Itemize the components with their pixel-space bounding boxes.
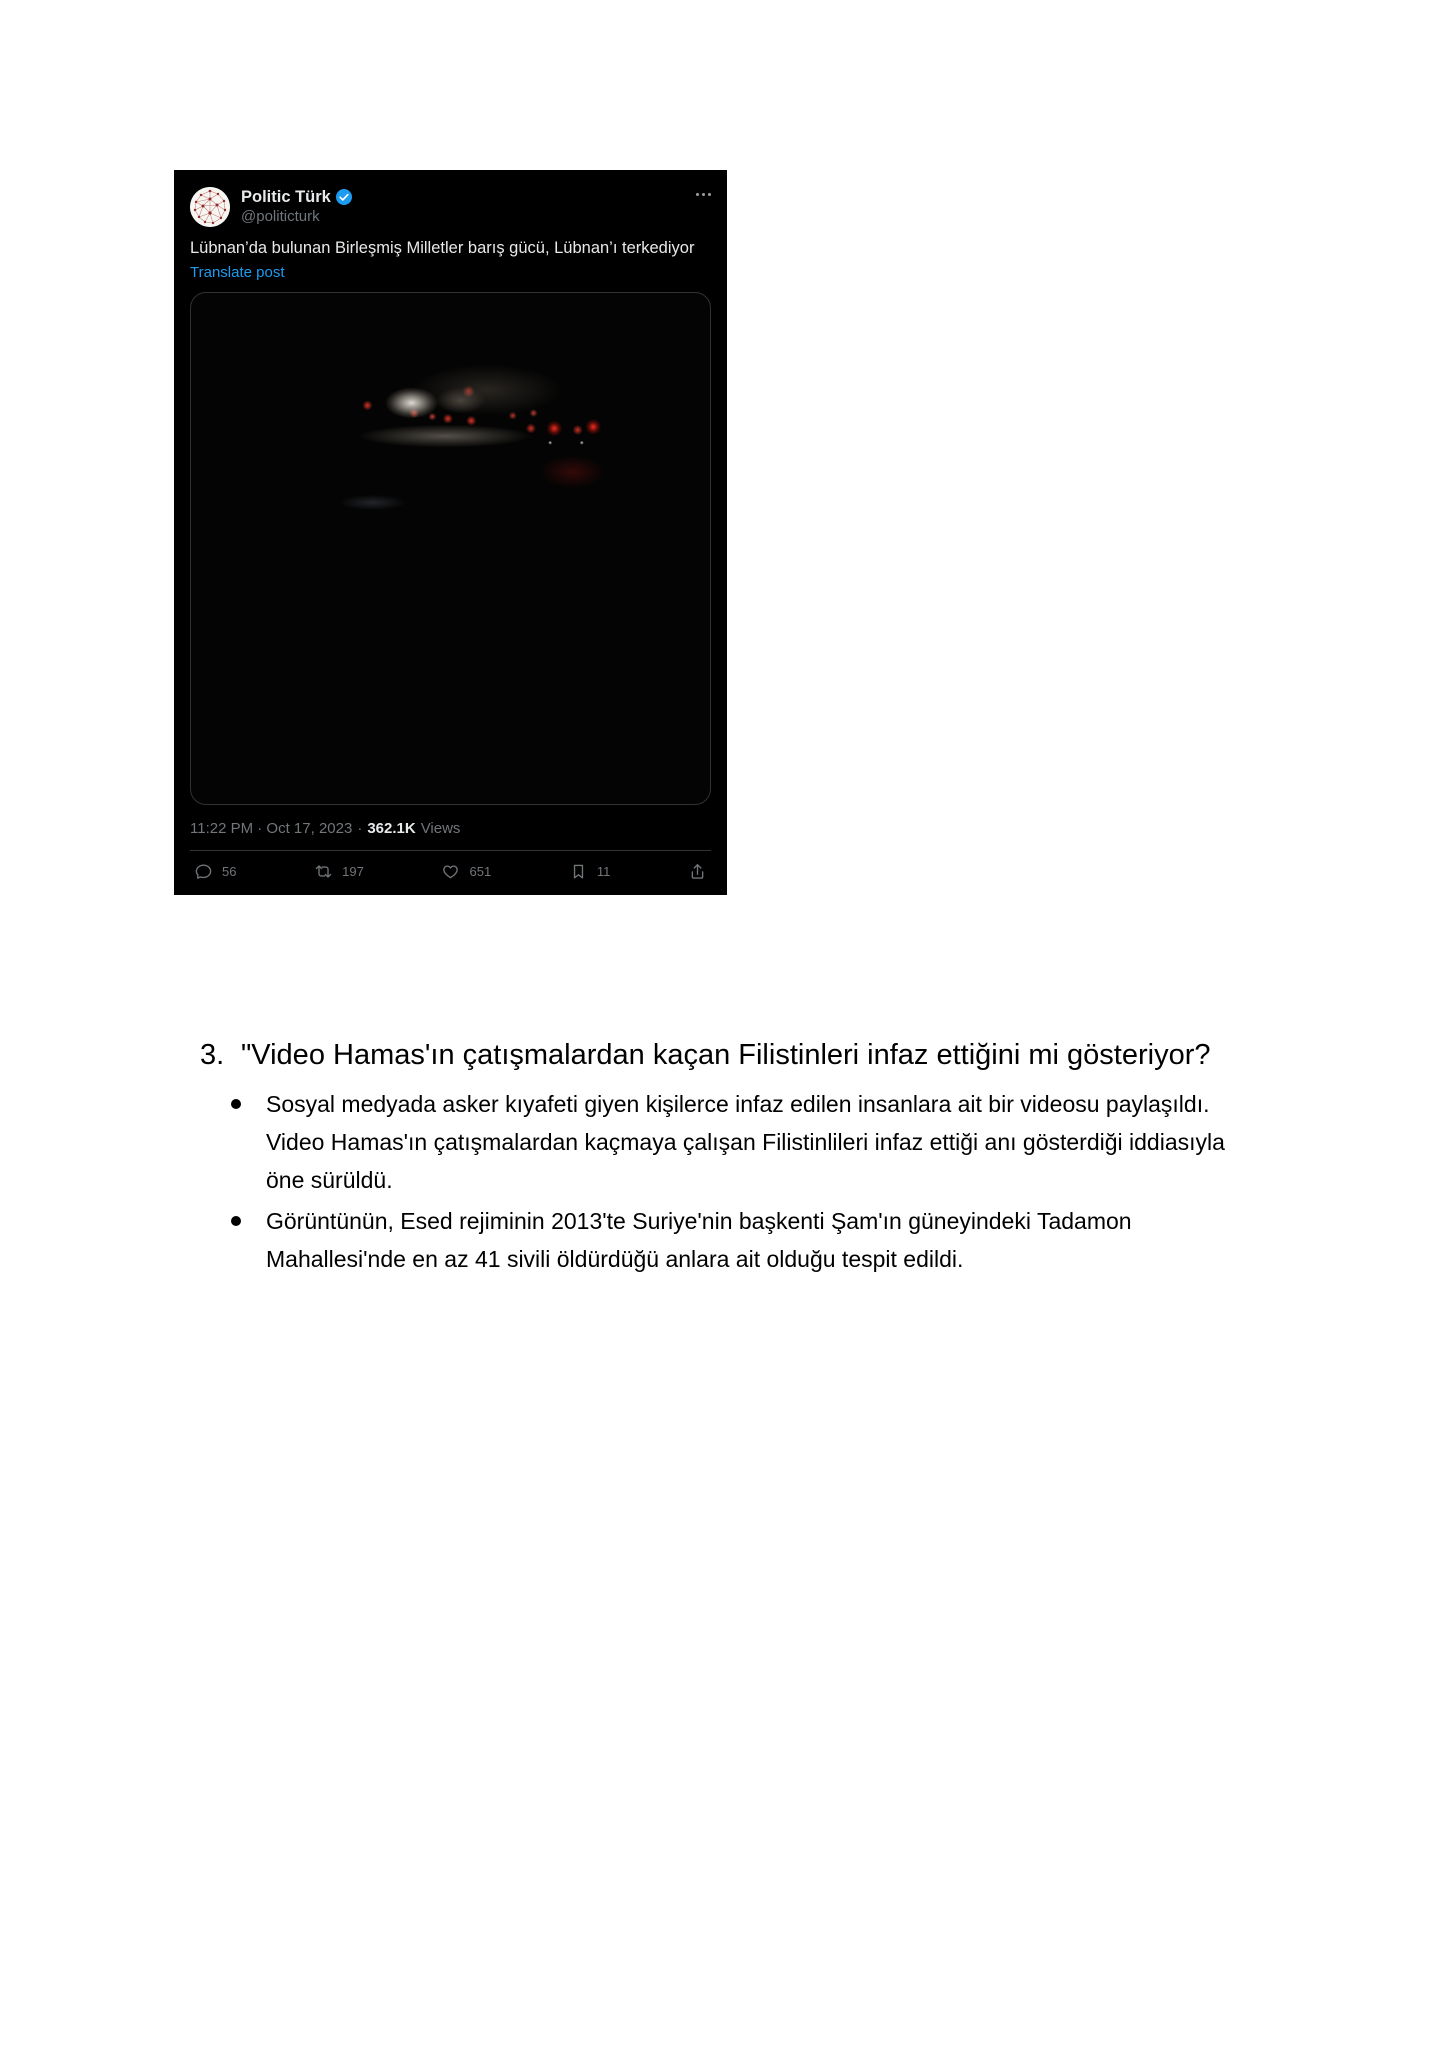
bookmark-button[interactable]: [569, 862, 611, 881]
author-block: [241, 187, 353, 226]
bullet-item: Görüntünün, Esed rejiminin 2013'te Suriye'nin başkenti Şam'ın güneyindeki Tadamon Mahallesi'nde en az 41 sivili öldürdüğü anlara ait olduğu tespit edildi.: [200, 1202, 1245, 1278]
like-button[interactable]: [441, 862, 491, 881]
more-button[interactable]: [696, 187, 711, 196]
list-number: 3.: [200, 1039, 225, 1071]
repost-button[interactable]: [314, 862, 364, 881]
document-section: [200, 1033, 1245, 1281]
bookmark-icon: [569, 862, 588, 881]
list-item-3: [200, 1033, 1245, 1078]
share-icon: [688, 862, 707, 881]
timestamp: 11:22 PM · Oct 17, 2023: [190, 820, 353, 837]
like-count: 651: [469, 864, 492, 879]
author-name[interactable]: Politic Türk: [241, 188, 331, 206]
author-handle[interactable]: @politicturk: [241, 208, 320, 225]
reply-count: 56: [222, 864, 237, 879]
bullet-item: Sosyal medyada asker kıyafeti giyen kişilerce infaz edilen insanlara ait bir videosu paylaşıldı. Video Hamas'ın çatışmalardan kaçmaya çalışan Filistinlileri infaz ettiği anı gösterdiği iddiasıyla öne sürüldü.: [200, 1085, 1245, 1199]
section-heading: "Video Hamas'ın çatışmalardan kaçan Filistinleri infaz ettiğini mi gösteriyor?: [241, 1039, 1211, 1071]
translate-post-link[interactable]: Translate post: [190, 264, 285, 281]
bullet-list: [200, 1085, 1245, 1278]
tweet-divider: [190, 850, 711, 851]
video-player[interactable]: [190, 292, 711, 805]
tweet-card: [174, 170, 727, 895]
reply-button[interactable]: [194, 862, 236, 881]
tweet-text: Lübnan’da bulunan Birleşmiş Milletler barış gücü, Lübnan’ı terkediyor: [190, 239, 695, 257]
avatar-network-globe-graphic: [190, 187, 230, 227]
bookmark-count: 11: [596, 864, 611, 879]
tweet-actions-bar: [190, 853, 711, 883]
meta-separator: ·: [357, 820, 363, 837]
share-button[interactable]: [688, 862, 707, 881]
repost-icon: [314, 862, 333, 881]
views-label: Views: [420, 820, 461, 837]
reply-icon: [194, 862, 213, 881]
repost-count: 197: [342, 864, 364, 879]
like-icon: [441, 862, 460, 881]
avatar[interactable]: [190, 187, 230, 227]
views-count: 362.1K: [367, 820, 416, 837]
verified-badge-icon: [335, 188, 353, 206]
tweet-meta: [190, 819, 711, 838]
tweet-header: [190, 187, 711, 227]
